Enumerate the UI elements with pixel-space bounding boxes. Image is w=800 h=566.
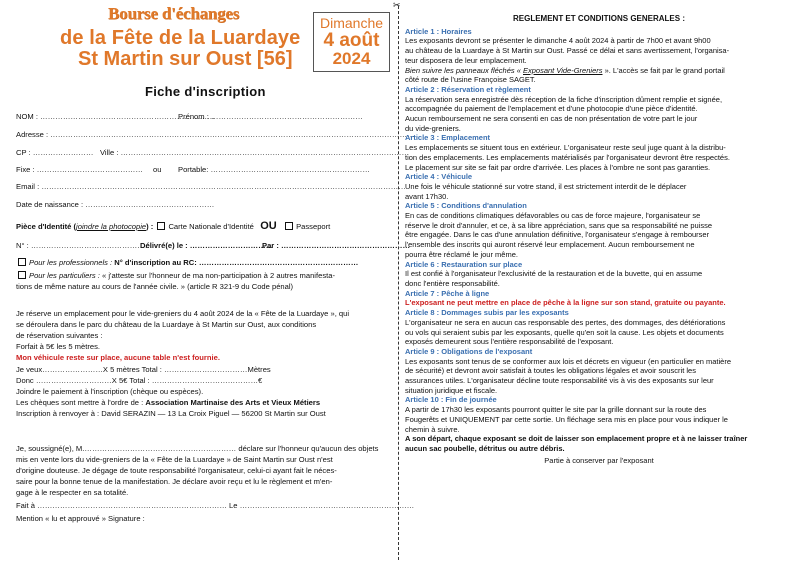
article-2-p2: accompagnée du paiement de l'emplacement et d'une photocopie d'une pièce d'identité. — [405, 104, 698, 114]
article-2-p1: La réservation sera enregistrée dès réception de la fiche d'inscription dûment remplie et signée, — [405, 94, 723, 104]
article-10-p2: Fougerêts et UNIQUEMENT par cette sortie. Un fléchage sera mis en place pour vous indiquer le — [405, 414, 728, 424]
cheques-org: Association Martinaise des Arts et Vieux Métiers — [145, 398, 321, 407]
declaration-line-1: Je, soussigné(e), M.…………………………………………………… déclare sur l'honneur qu'aucun des objets — [16, 444, 379, 453]
issued-by-field[interactable]: Par : …………………………………………… — [262, 241, 411, 250]
article-2-heading: Article 2 : Réservation et règlement — [405, 84, 531, 94]
article-1-p1: Les exposants devront se présenter le dimanche 4 août 2024 à partir de 7h00 et avant 9h00 — [405, 36, 711, 46]
article-3-heading: Article 3 : Emplacement — [405, 133, 491, 143]
particulier-row — [16, 271, 335, 280]
date-box — [313, 12, 390, 72]
rules-section — [405, 14, 793, 465]
prenom-field[interactable]: Prénom : …………………………………………………… — [178, 112, 363, 121]
article-10-heading: Article 10 : Fin de journée — [405, 395, 497, 405]
article-9-p1: Les exposants sont tenus de se conformer aux lois et décrets en vigueur (en particulier en matière — [405, 356, 732, 366]
article-8-heading: Article 8 : Dommages subis par les exposants — [405, 308, 569, 318]
pro-rc-field[interactable]: N° d'inscription au RC: ……………………………………………………… — [114, 258, 359, 267]
send-to-address: Inscription à renvoyer à : David SERAZIN — 13 La Croix Piguel — 56200 St Martin sur Oust — [16, 409, 326, 418]
article-1-p4c: ». L'accès se fait par le grand portail — [602, 65, 725, 75]
pro-label: Pour les professionnels : — [29, 258, 115, 267]
event-title-line2: St Martin sur Oust [56] — [78, 48, 293, 70]
event-title-line1: de la Fête de la Luardaye — [60, 27, 301, 49]
particulier-checkbox[interactable] — [18, 271, 26, 279]
or-label: ou — [153, 165, 162, 174]
date-year: 2024 — [332, 49, 371, 68]
reserve-line-2: se déroulera dans le parc du château de la Luardaye à St Martin sur Oust, aux conditions — [16, 320, 317, 329]
final-note-1: A son départ, chaque exposant se doit de laisser son emplacement propre et à ne laisser traîner — [405, 434, 748, 444]
declaration-line-5: gage à le respecter en sa totalité. — [16, 488, 129, 497]
article-1-heading: Article 1 : Horaires — [405, 26, 472, 36]
declaration-line-2: mis en vente lors du vide-greniers de la « Fête de la Luardaye » de Saint Martin sur Oust n'est — [16, 455, 333, 464]
place-date-field[interactable]: Fait à ………………………………………………………………… Le …………………………………………………………… — [16, 501, 415, 510]
passport-label: Passeport — [296, 222, 331, 231]
particulier-label: Pour les particuliers : — [29, 271, 100, 280]
adresse-field[interactable]: Adresse : ……………………………………………………………………………………………………………………………… — [16, 130, 415, 139]
article-7-heading: Article 7 : Pêche à ligne — [405, 288, 490, 298]
keep-note: Partie à conserver par l'exposant — [544, 455, 654, 465]
article-8-p3: exposés demeurent sous l'entière responsabilité de l'exposant. — [405, 337, 614, 347]
article-5-p3: être engagée. Dans le cas d'une annulation définitive, l'organisateur s'engage à rembourser — [405, 230, 710, 240]
cni-checkbox[interactable] — [157, 222, 165, 230]
particulier-text-1: « j'atteste sur l'honneur de ma non-participation à 2 autres manifesta- — [102, 271, 335, 280]
article-6-heading: Article 6 : Restauration sur place — [405, 259, 523, 269]
particulier-text-2: tions de même nature au cours de l'année civile. » (article R 321-9 du Code pénal) — [16, 282, 294, 291]
article-8-p1: L'organisateur ne sera en aucun cas responsable des pertes, des dommages, des détériorations — [405, 317, 726, 327]
article-5-p4: l'ensemble des inscrits qui auront réservé leur emplacement. Aucun remboursement ne — [405, 240, 695, 250]
article-9-heading: Article 9 : Obligations de l'exposant — [405, 346, 533, 356]
cp-field[interactable]: CP : …………………… — [16, 148, 94, 157]
article-1-p4b: Exposant Vide-Greniers — [523, 65, 603, 75]
signature-row[interactable]: Mention « lu et approuvé » Signature : — [16, 514, 145, 523]
article-5-p5: pourra être réclamé le jour même. — [405, 249, 518, 259]
id-document-row — [16, 220, 330, 232]
article-1-p3: teur disposera de leur emplacement. — [405, 55, 527, 65]
birthdate-field[interactable]: Date de naissance : …………………………………………… — [16, 200, 215, 209]
article-5-heading: Article 5 : Conditions d'annulation — [405, 201, 527, 211]
final-note-2: aucun sac poubelle, détritus ou autre débris. — [405, 443, 565, 453]
article-4-p1: Une fois le véhicule stationné sur votre stand, il est strictement interdit de le déplacer — [405, 181, 687, 191]
nom-field[interactable]: NOM : …………………………………………………………… — [16, 112, 215, 121]
cni-label: Carte Nationale d'Identité — [168, 222, 254, 231]
article-3-p2: tion des emplacements. Les emplacements matérialisés par l'organisateur devront être respectés. — [405, 152, 730, 162]
article-9-p2: de sécurité) et devront avoir satisfait à toutes les obligations légales et avoir souscrit les — [405, 366, 696, 376]
email-field[interactable]: Email : ……………………………………………………………………………………………………………………………… — [16, 182, 406, 191]
cheques-row — [16, 398, 320, 407]
article-6-p1: Il est confié à l'organisateur l'exclusivité de la restauration et de la buvette, qui en assume — [405, 269, 703, 279]
scissors-icon: ✂ — [393, 0, 401, 10]
pro-row — [16, 258, 358, 267]
declaration-line-4: saire pour la bonne tenue de la manifestation. Je déclare avoir reçu et lu le règlement et m'en- — [16, 477, 333, 486]
event-subtitle: Bourse d'échanges — [108, 4, 240, 23]
pro-checkbox[interactable] — [18, 258, 26, 266]
or-separator: OU — [260, 220, 277, 232]
article-10-p1: A partir de 17h30 les exposants pourront quitter le site par la grille donnant sur la route des — [405, 405, 707, 415]
cheques-label: Les chèques sont mettre à l'ordre de : — [16, 398, 146, 407]
meters-field[interactable]: Je veux……………………X 5 mètres Total : ……………………………Mètres — [16, 365, 271, 374]
article-5-p1: En cas de conditions climatiques défavorables ou cas de force majeure, l'organisateur se — [405, 211, 701, 221]
fixe-field[interactable]: Fixe : …………………………………… — [16, 165, 143, 174]
vehicle-warning: Mon véhicule reste sur place, aucune table n'est fournie. — [16, 353, 220, 362]
article-10-p3: chemin à suivre. — [405, 424, 460, 434]
id-number-field[interactable]: N° : ………………………………………… — [16, 241, 153, 250]
declaration-line-3: d'origine douteuse. Je dégage de toute responsabilité l'organisateur, celui-ci ayant fait le néces- — [16, 466, 337, 475]
article-6-p2: donc l'entière responsabilité. — [405, 278, 500, 288]
article-5-p2: réserve le droit d'annuler, et ce, à sa libre appréciation, sans que sa responsabilité ne puisse — [405, 220, 713, 230]
id-photocopy-note: joindre la photocopie — [76, 222, 147, 231]
article-8-p2: ou vols qui seraient subis par les exposants, quelle qu'en soit la cause. Les objets et documents — [405, 327, 724, 337]
form-title: Fiche d'inscription — [145, 84, 266, 99]
article-7-p1: L'exposant ne peut mettre en place de pêche à la ligne sur son stand, gratuite ou payante. — [405, 298, 726, 308]
ville-field[interactable]: Ville : …………………………………………………………………………………………………… — [100, 148, 410, 157]
article-3-p3: Le placement sur site se fait par ordre d'arrivée. Les places à l'ombre ne sont pas garanties. — [405, 162, 711, 172]
id-label: Pièce d'Identité ( — [16, 222, 77, 231]
article-1-p5: côté route de l'usine Françoise SAGET. — [405, 75, 536, 85]
reserve-line-1: Je réserve un emplacement pour le vide-greniers du 4 août 2024 de la « Fête de la Luardaye », qui — [16, 309, 350, 318]
article-1-p4 — [405, 66, 793, 76]
portable-field[interactable]: Portable: ……………………………………………………… — [178, 165, 370, 174]
forfait-text: Forfait à 5€ les 5 mètres. — [16, 342, 100, 351]
article-9-p3: assurances utiles. L'organisateur décline toute responsabilité vis à vis des exposants sur leur — [405, 376, 714, 386]
article-2-p3: Aucun remboursement ne sera consenti en cas de non présentation de votre part le jour — [405, 114, 698, 124]
reserve-line-3: de réservation suivantes : — [16, 331, 103, 340]
article-2-p4: du vide-greniers. — [405, 123, 461, 133]
article-1-p2: au château de la Luardaye à St Martin sur Oust. Passé ce délai et sans avertissement, l'organisa- — [405, 46, 730, 56]
article-9-p4: situation juridique et fiscale. — [405, 385, 498, 395]
article-4-heading: Article 4 : Véhicule — [405, 172, 473, 182]
rules-title: REGLEMENT ET CONDITIONS GENERALES : — [512, 14, 685, 23]
issued-date-field[interactable]: Délivré(e) le : …………………………… — [140, 241, 274, 250]
passport-checkbox[interactable] — [285, 222, 293, 230]
article-1-p4a: Bien suivre les panneaux fléchés « — [405, 65, 523, 75]
date-day-month: 4 août — [323, 30, 380, 51]
article-3-p1: Les emplacements se situent tous en extérieur. L'organisateur reste seul juge quant à la distribu- — [405, 143, 726, 153]
cut-line — [398, 6, 399, 560]
payment-note: Joindre le paiement à l'inscription (chèque ou espèces). — [16, 387, 204, 396]
article-4-p2: avant 17h30. — [405, 191, 449, 201]
amount-field[interactable]: Donc …………………………X 5€ Total : ……………………………………€ — [16, 376, 263, 385]
date-day: Dimanche — [319, 15, 384, 31]
id-label-end: ) : — [146, 222, 154, 231]
